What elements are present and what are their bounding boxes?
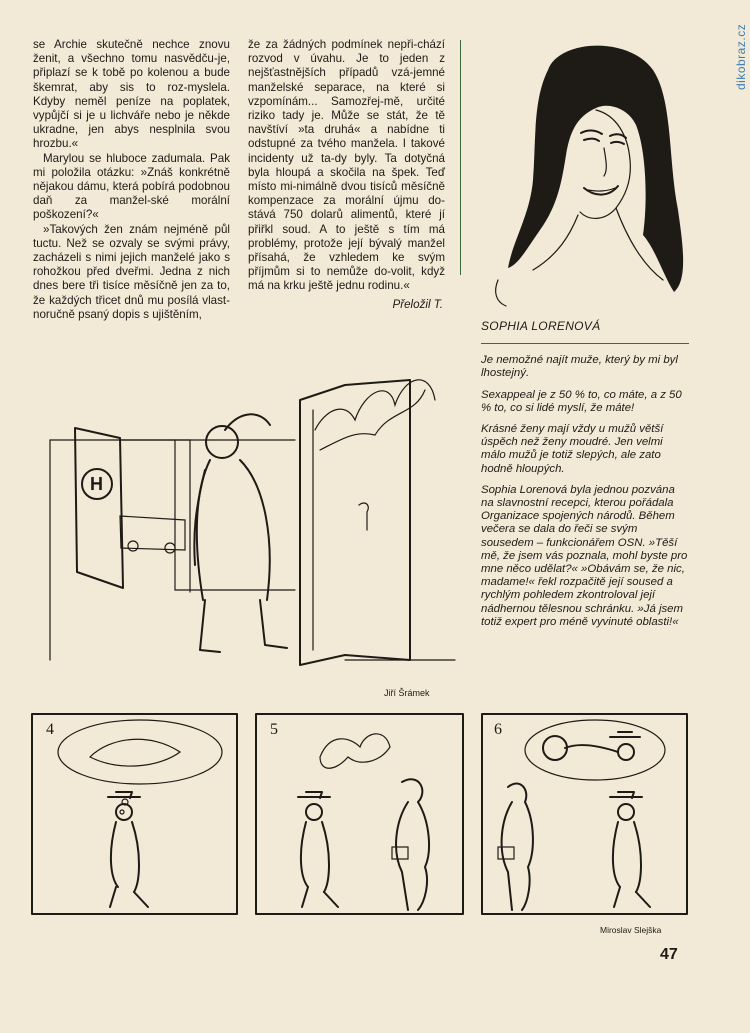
site-watermark: dikobraz.cz: [734, 23, 748, 90]
comic-strip: [30, 712, 690, 922]
cartoon-man-at-door: [45, 360, 455, 680]
comic-panel-6: [482, 714, 687, 914]
article-paragraph: že za žádných podmínek nepři-chází rozvod v úvahu. Je to jeden z nejšťastnějších případů vzá-jemné manželské separace, na které si vzpomínám... Samozřej-mě, určité riziko tady je. Může se stát, že tě navštíví »ta druhá« a nabídne ti odstupné za tvého manžela. I takové incidenty už ta-dy byly. Ta dotyčná byla hloupá a skočila na špek. Teď místo mi-nimálně dvou tisíců měsíčně kompenzace za morální újmu do-stává 750 dolarů alimentů, které jí přiřkl soud. A to ještě s tím má problémy, protože její bývalý manžel přísahá, že vzhledem ke svým příjmům si to nemůže do-volit, když má na krku ještě jednu rodinu.«: [248, 38, 445, 293]
sidebar-anecdote: Sophia Lorenová byla jednou pozvána na slavnostní recepci, kterou pořádala Organizace spojených národů. Během večera se dala do řeči se svým sousedem – funkcionářem OSN. »Těší mě, že jsem vás poznala, mohl byste pro mne něco udělat?« »Obávám se, že nic, madame!« řekl rozpačitě její soused a rychlým pohledem zkontroloval její nádhernou tělesnou schránku. »Já jsem totiž expert pro méně vyvinuté oblasti!«: [481, 483, 688, 628]
sidebar-quote: Je nemožné najít muže, který by mi byl lhostejný.: [481, 354, 678, 380]
page-number: 47: [660, 946, 678, 963]
panel-number: 4: [46, 721, 54, 738]
door-letter: H: [90, 474, 103, 494]
panel-number: 5: [270, 721, 278, 738]
strip-caption: Miroslav Slejška: [600, 925, 662, 935]
article-column-1: [33, 38, 230, 322]
sophia-sidebar: [481, 320, 689, 637]
sidebar-quote: Krásné ženy mají vždy u mužů větší úspěch než ženy moudré. Jen velmi málo mužů je totiž slepých, ale zato hodně hloupých.: [481, 423, 664, 475]
article-paragraph: Marylou se hluboce zadumala. Pak mi položila otázku: »Znáš konkrétně nějakou dámu, která pobírá podobnou daň za manžel-ské morální poškození?«: [33, 151, 230, 222]
sidebar-rule: [481, 343, 689, 344]
panel-number: 6: [494, 721, 502, 738]
article-column-2: [248, 38, 445, 312]
sophia-portrait-illustration: [478, 30, 708, 320]
article-paragraph: se Archie skutečně nechce znovu ženit, a všechno tomu nasvědču-je, připlazí se k tobě po kolenou a bude škemrat, aby sis to roz-myslela. Kdyby neměl peníze na poplatek, vypůjčí si je u lichváře nebo je někde ukradne, jen abys nesplnila svou hrozbu.«: [33, 38, 230, 151]
comic-panel-4: [32, 714, 237, 914]
sidebar-quote: Sexappeal je z 50 % to, co máte, a z 50 % to, co si lidé myslí, že máte!: [481, 388, 682, 414]
cartoon-caption: Jiří Šrámek: [384, 688, 430, 698]
translator-signoff: Přeložil T.: [392, 297, 443, 311]
sidebar-heading: SOPHIA LORENOVÁ: [481, 319, 601, 333]
comic-panel-5: [256, 714, 463, 914]
article-paragraph: »Takových žen znám nejméně půl tuctu. Než se ozvaly se svými právy, zacházeli s nimi jejich manželé jako s rohožkou před dveřmi. Jedna z nich dnes bere tři tisíce měsíčně jen za to, že každých třicet dnů mu posílá vlast-noručně psaný dopis s ujištěním,: [33, 222, 230, 321]
column-divider: [460, 40, 461, 275]
